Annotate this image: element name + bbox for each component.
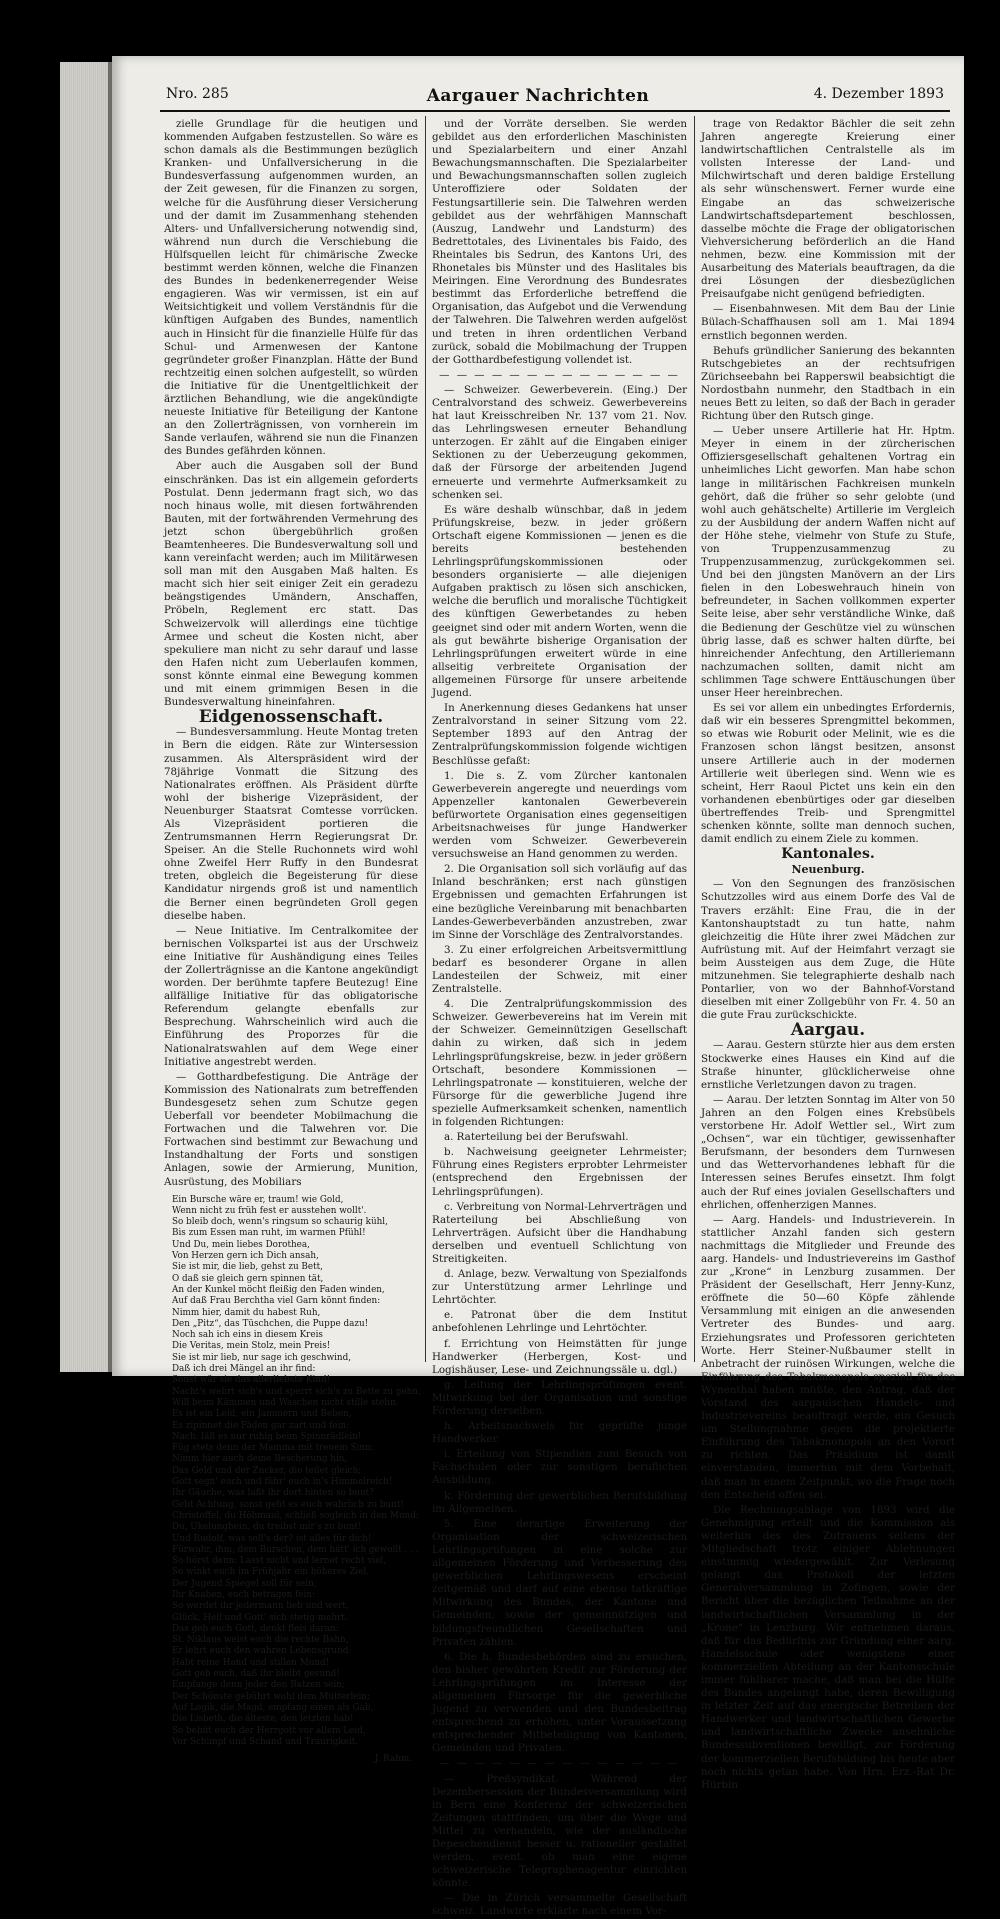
poem-line: Der Schönste gebührt wohl dem Mütterlein; [172, 1691, 370, 1702]
poem-line: Der Jugend Spiegel soll für sein, [172, 1578, 317, 1589]
poem-line: So bleib doch, wenn's ringsum so schaurig kühl, [172, 1217, 388, 1228]
news-item: — Gotthardbefestigung. Die Anträge der Kommission des Nationalrats zum betreffenden Bundesgesetz sehen zum Schutze gegen Ueberfall vor beendeter Mobilmachung die Fortwachen und die Talwehren vor. Die Fortwachen sind bestimmt zur Bewachung und Instandhaltung der Forts und sonstigen Anlagen, sowie der Armierung, Munition, Ausrüstung, des Mobiliars [164, 1070, 418, 1188]
article-paragraph: Es wäre deshalb wünschbar, daß in jedem Prüfungskreise, bezw. in jeder größern Ortschaft eigene Kommissionen — jenen es die bereits bestehenden Lehrlingsprüfungskommissionen oder besonders organisierte — alle diejenigen Aufgaben praktisch zu lösen sich anschicken, welche die beruflich und moralische Tüchtigkeit des künftigen Gewerbetandes zu heben geeignet sind oder mit andern Worten, wenn die als gut bewährte bisherige Organisation der Lehrlingsprüfungen erweitert würde in eine allseitig verbreitete Organisation der allgemeinen Fürsorge für unsere arbeitende Jugend. [432, 503, 687, 700]
list-item: i. Erteilung von Stipendien zum Besuch von Fachschulen oder zur sonstigen beruflichen Ausbildung. [432, 1448, 687, 1487]
poem-line: Will beim Kämmen und Waschen nicht stille stehn. [172, 1397, 399, 1408]
poem-line: O daß sie gleich gern spinnen tät, [172, 1273, 324, 1284]
section-heading-aargau: Aargau. [790, 1020, 866, 1041]
news-item: — Die in Zürich versammelte Gesellschaft schweiz. Landwirte erklärte nach einem Vor- [432, 1892, 687, 1918]
list-item: c. Verbreitung von Normal-Lehrverträgen und Raterteilung bei Abschließung von Lehrverträgen. Aufsicht über die Handhabung derselben und eventuell Schlichtung von Streitigkeiten. [432, 1200, 687, 1265]
poem-line: Es ist ein Leid, ein Jammern und Beben, [172, 1409, 352, 1420]
news-item: — Eisenbahnwesen. Mit dem Bau der Linie Bülach-Schaffhausen soll am 1. Mai 1894 ernstlich begonnen werden. [701, 303, 955, 342]
poem-line: Fürwahr, ihm, dem Burschen, dem hätt' ich gewollt . . . [172, 1544, 419, 1555]
column-3 [701, 118, 955, 1791]
poem-line: Gott segn' euch und führ' euch in's Himmelreich! [172, 1477, 393, 1488]
list-item: h. Arbeitsnachweis für geprüfte junge Handwerker. [432, 1420, 687, 1446]
poem-line: Daß ich drei Mängel an ihr find: [172, 1364, 316, 1375]
article-paragraph: In Anerkennung dieses Gedankens hat unser Zentralvorstand in seiner Sitzung vom 22. September 1893 auf den Antrag der Zentralprüfungskommission folgende wichtigen Beschlüsse gefaßt: [432, 702, 687, 767]
poem [172, 1194, 421, 1749]
poem-line: Das Geld und der Zucker, die teilet gleich; [172, 1465, 362, 1476]
article-paragraph: 1. Die s. Z. vom Zürcher kantonalen Gewerbeverein angeregte und neuerdings vom Appenzeller kantonalen Gewerbeverein befürwortete Organisation eines gegenseitigen Arbeitsnachweises für junge Handwerker werden vom Schweizer. Gewerbeverein versuchsweise an Hand genommen zu werden. [432, 769, 687, 861]
poem-line: Du, Ukelunghein, du treibst mir's zu bunt! [172, 1522, 362, 1533]
news-item: — Ueber unsere Artillerie hat Hr. Hptm. Meyer in einem in der zürcherischen Offiziersgesellschaft gehaltenen Vortrag ein unheimliches Licht geworfen. Man habe schon lange in militärischen Fachkreisen munkeln gehört, daß die früher so sehr gelobte (und wohl auch gehätschelte) Artillerie im Vergleich zu der Ausbildung der andern Waffen nicht auf der Höhe stehe, vielmehr von Stufe zu Stufe, von Truppenzusammenzug zu Truppenzusammenzug, zurückgekommen sei. Und bei den jüngsten Manövern an der Lirs fielen in den Lobeswehrauch hinein von befreundeter, in Sachen vollkommen experter Seite leise, aber sehr verständliche Winke, daß die Bedienung der Geschütze viel zu wünschen übrig lasse, daß es schwer halten dürfte, bei hinreichender Anfechtung, den Artilleriemann nachzumachen sollten, damit nicht am schlimmen Tage schwere Enttäuschungen über unser Heer hereinbrechen. [701, 425, 955, 700]
article-paragraph: Aber auch die Ausgaben soll der Bund einschränken. Das ist ein allgemein geforderts Postulat. Denn jedermann fragt sich, wo das noch hinaus wolle, mit diesen fortwährenden Bauten, mit der fortwährenden Vermehrung des jetzt schon übergebührlich großen Beamtenheeres. Die Bundesverwaltung soll und kann vereinfacht werden; auch im Militärwesen soll man mit den Ausgaben Maß halten. Es macht sich hier seit einiger Zeit ein geradezu beängstigendes Umändern, Anschaffen, Pröbeln, Reglement erc statt. Das Schweizervolk will allerdings eine tüchtige Armee und scheut die Kosten nicht, aber spekuliere man nicht zu sehr darauf und lasse den Hafen nicht zum Ueberlaufen kommen, sonst könnte einmal eine Bewegung kommen und mit einem grimmigen Besen in die Bundesverwaltung hineinfahren. [164, 460, 418, 709]
news-item: — Aarau. Der letzten Sonntag im Alter von 50 Jahren an den Folgen eines Krebsübels verstorbene Hr. Adolf Wettler sel., Wirt zum „Ochsen“, war ein tüchtiger, gewissenhafter Berufsmann, der besonders dem Turnwesen und das Wettervorhandenes lebhaft für die Interessen seines Berufes einsetzt. Ihm folgt auch der Ruf eines jovialen Gesellschafters und ehrlichen, offenherzigen Mannes. [701, 1093, 955, 1211]
poem-line: Habt reine Hand und stillen Mund! [172, 1657, 330, 1668]
article-paragraph: 6. Die h. Bundesbehörden sind zu ersuchen, den bisher gewährten Kredit zur Förderung der Lehrlingsprüfungen im Interesse der allgemeinen Fürsorge für die gewerbliche Jugend zu verwenden und den Bundesbeitrag entsprechend zu erhöhen, unter Voraussetzung entsprechender Mitbeteiligung von Kantonen, Gemeinden und Privaten. [432, 1650, 687, 1755]
newspaper-page [112, 56, 964, 1918]
poem-line: Er lehrt euch den wahren Lebensgrund: [172, 1646, 352, 1657]
list-item: a. Raterteilung bei der Berufswahl. [444, 1131, 629, 1144]
poem-line: Vor Schimpf und Schand und Traurigkeit. [172, 1736, 359, 1747]
poem-line: So hörst denn: Lasst nicht und lernet recht viel, [172, 1556, 387, 1567]
poem-line: Noch sah ich eins in diesem Kreis [172, 1330, 323, 1341]
news-item: — Bundesversammlung. Heute Montag treten in Bern die eidgen. Räte zur Wintersession zusammen. Als Alterspräsident wird der 78jährige Vonmatt die Sitzung des Nationalrates eröffnen. Als Präsident dürfte wohl der bisherige Vizepräsident, der Neuenburger Staatsrat Comtesse vorrücken. Als Vizepräsident portieren die Zentrumsmannen Herrn Regierungsrat Dr. Speiser. An die Stelle Ruchonnets wird wohl ohne Zweifel Herr Ruffy in den Bundesrat treten, obgleich die Begeisterung für diese Kandidatur nirgends groß ist und namentlich die Berner einen begründeten Groll gegen dieselbe haben. [164, 726, 418, 922]
news-item: — Von den Segnungen des französischen Schutzzolles wird aus einem Dorfe des Val de Travers erzählt: Eine Frau, die in der Kantonshauptstadt zu tun hatte, nahm gleichzeitig die Hüte ihrer zwei Mädchen zur Aufrüstung mit. Auf der Heimfahrt verzagt sie beim Aussteigen aus dem Zuge, die Hüte mitzunehmen. Sie telegraphierte deshalb nach Pontarlier, von wo der Bahnhof-Vorstand dieselben mit einer Zollgebühr von Fr. 4. 50 an die gute Frau zurückschickte. [701, 878, 955, 1022]
poem-line: So winkt euch im Frühjahr ein höheres Ziel. [172, 1567, 370, 1578]
poem-line: St. Niklaus weist euch die rechte Bahn, [172, 1635, 349, 1646]
article-paragraph: Es sei vor allem ein unbedingtes Erfordernis, daß wir ein besseres Sprengmittel bekommen, so etwas wie Roburit oder Melinit, wie es die Franzosen schon längst besitzen, ansonst unsere Artillerie auch in der modernen Artillerie weit überlegen sind. Wenn wie es scheint, Herr Raoul Pictet uns kein ein den vorhandenen ebenbürtiges oder gar dieselben übertreffendes Treib- und Sprengmittel schenken könnte, sollte man dennoch suchen, damit endlich zu einem Ziele zu kommen. [701, 702, 955, 846]
masthead-title: Aargauer Nachrichten [426, 86, 650, 106]
column-divider [694, 116, 695, 1362]
poem-line: Gott geb euch, daß ihr bleibt gesund! [172, 1669, 340, 1680]
poem-author: J. Rahm. [374, 1754, 412, 1765]
poem-line: Auf Logik, die Magd, empfang einen als Gab, [172, 1702, 374, 1713]
poem-line: Von Herzen gern ich Dich ansah, [172, 1251, 319, 1262]
poem-line: Christoffel, du Höhmaul, schließ sogleich in den Mund: [172, 1510, 419, 1521]
poem-line: Die Lisbeth, die älteste, den letzten hab! [172, 1714, 354, 1725]
news-item: — Schweizer. Gewerbeverein. (Eing.) Der Centralvorstand des schweiz. Gewerbevereins hat laut Kreisschreiben Nr. 137 vom 21. Nov. das Lehrlingswesen erneuter Behandlung unterzogen. Er zählt auf die Eingaben einiger Sektionen zu der Ueberzeugung gekommen, daß der Fürsorge der arbeitenden Jugend erneuerte und vermehrte Aufmerksamkeit zu schenken sei. [432, 383, 687, 501]
issue-date: 4. Dezember 1893 [813, 86, 944, 102]
list-item: e. Patronat über die dem Institut anbefohlenen Lehrlinge und Lehrtöchter. [432, 1309, 687, 1335]
header-rule [160, 110, 950, 112]
article-paragraph: 3. Zu einer erfolgreichen Arbeitsvermittlung bedarf es besonderer Organe in allen Landesteilen der Schweiz, mit einer Zentralstelle. [432, 943, 687, 996]
poem-line: Sie ist mir lieb, nur sage ich geschwind, [172, 1352, 352, 1363]
poem-line: Sonst wär sie das allerliebste Kind! [172, 1375, 331, 1386]
news-item: — Aarg. Handels- und Industrieverein. In stattlicher Anzahl fanden sich gestern nachmittags die Mitglieder und Freunde des aarg. Handels- und Industrievereins im Gasthof zur „Krone“ in Lenzburg zusammen. Der Präsident der Gesellschaft, Herr Jenny-Kunz, eröffnete die 50—60 Köpfe zählende Versammlung mit einigen an die anwesenden Vertreter des Bundes- und aarg. Erziehungsrates und Professoren gerichteten Worte. Herr Steiner-Nußbaumer stellt in Anbetracht der ruinösen Wirkungen, welche die Einführung des Tabakmonopols speziell für das Wynenthal haben müßte, den Antrag, daß der Vorstand des aargauischen Handels- und Industrievereins beauftragt werde, ein Gesuch um Stellungnahme gegen die projektierte Einführung des Tabakmonopols an den Vorort zu richten. Das Präsidium ist damit einverstanden, immerhin mit dem Vorbehalt, daß man in einem Zeitpunkt, wo die Frage noch den Entscheid offen sei. [701, 1213, 955, 1501]
poem-line: Glück, Heil und Gott' sich stetig mehrt. [172, 1612, 348, 1623]
poem-line: Sie ist mir, die lieb, gehst zu Bett, [172, 1262, 323, 1273]
column-divider [425, 116, 426, 1362]
poem-line: So behüt euch der Herrgott vor allem Leid, [172, 1725, 366, 1736]
poem-line: Auf daß Frau Berchtha viel Garn könnt finden: [172, 1296, 381, 1307]
column-2 [432, 118, 687, 1918]
poem-line: Das geb euch Gott, denkt fleis daran: [172, 1623, 339, 1634]
list-item: f. Errichtung von Heimstätten für junge Handwerker (Herbergen, Kost- und Logishäuser, Lese- und Zeichnungssäle u. dgl.) [432, 1337, 687, 1376]
poem-line: Nacht's wehrt sich's und sperrt sich's zu Bette zu gehn, [172, 1386, 421, 1397]
book-page-edges [60, 62, 112, 1372]
poem-line: Den „Pitz“, das Tüschchen, die Puppe dazu! [172, 1318, 369, 1329]
article-paragraph: Behufs gründlicher Sanierung des bekannten Rutschgebietes an der rechtsufrigen Zürichseebahn bei Rapperswil beabsichtigt die Nordostbahn nunmehr, den Stadtbach in ein neues Bett zu leiten, so daß der Bach in gerader Richtung über den Rutsch ginge. [701, 344, 955, 423]
list-item: k. Förderung der gewerblichen Berufsbildung im Allgemeinen. [432, 1489, 687, 1515]
poem-line: Gebt Achtung, sonst geht es euch wahrlich zu bunt! [172, 1499, 404, 1510]
article-paragraph: Die Rechnungsablage von 1893 wird die Genehmigung erteilt und die Kommission als weiterhin des des Zutrauens seitens der Mitgliedschaft trotz einiger Ablehnungen einstimmig wiedergewählt. Zur Verlesung gelangt das Protokoll der letzten Generalversammlung in Zofingen, sowie der Bericht über die bezüglichen Teilnahme an der landwirtschaftlichen Versammlung in der „Krone“ in Lenzburg. Wir entnehmen daraus, daß für das Bedürfnis zur Gründung einer aarg. Handelsschule oder wenigstens einer kommerziellen Abteilung an der Kantonsschule immer fühlbarer mache, daß man bei die Hülfe des Bundes angelangt habe, deren Bewilligung in letzter Zeit auf das energische Betreiben der Handwerker und landwirtschaftlichen Gewerbe und landwirtschaftliche Zwecke ansehnliche Bundessubventionen bewilligt, zur Förderung der kommerziellen Berufsbildung bis heute aber noch nichts getan habe. Von Hrn. Erz.-Rat Dr. Hürbin [701, 1503, 955, 1791]
list-item: d. Anlage, bezw. Verwaltung von Spezialfonds zur Unterstützung armer Lehrlinge und Lehrtöchter. [432, 1268, 687, 1307]
issue-number: Nro. 285 [166, 86, 229, 102]
list-item: b. Nachweisung geeigneter Lehrmeister; Führung eines Registers erprobter Lehrmeister (entsprechend den Ergebnissen der Lehrlingsprüfungen). [432, 1146, 687, 1198]
article-paragraph: 2. Die Organisation soll sich vorläufig auf das Inland beschränken; erst nach günstigen Ergebnissen und gemachten Erfahrungen ist eine bezügliche Vereinbarung mit benachbarten Landes-Gewerbeverbänden anzustreben, zwar im Sinne der Vorschläge des Zentralvorstandes. [432, 863, 687, 941]
poem-line: Bis zum Essen man ruht, im warmen Pfühl! [172, 1228, 366, 1239]
section-heading-eidgenossenschaft: Eidgenossenschaft. [198, 707, 384, 728]
list-item: g. Leitung der Lehrlingsprüfungen event. Mitwirkung bei der Organisation und sonstige Förderung derselben. [432, 1378, 687, 1417]
separator-line: — — — — — — — — — — — — — — [439, 1757, 680, 1770]
poem-line: Wenn nicht zu früh fest er ausstehen wollt'. [172, 1205, 367, 1216]
poem-line: Es zipinnet die Fäden gar zart und fein: [172, 1420, 349, 1431]
article-paragraph: trage von Redaktor Bächler die seit zehn Jahren angeregte Kreierung einer landwirtschaftlichen Centralstelle als im vollsten Interesse der Land- und Milchwirtschaft und deren baldige Erstellung als sehr wünschenswert. Ferner wurde eine Eingabe an das schweizerische Landwirtschaftsdepartement beschlossen, dasselbe möchte die Frage der obligatorischen Viehversicherung beförderlich an die Hand nehmen, bezw. eine Kommission mit der Ausarbeitung des Materials beauftragen, da die drei Lösungen der diesbezüglichen Preisaufgabe nicht genügend befriedigten. [701, 118, 955, 301]
poem-line: Ihr Gäuche, was laßt ihr dort hinten so bunt? [172, 1488, 374, 1499]
news-item: — Preßsyndikat. Während der Dezembersession der Bundesversammlung wird in Bern eine Konferenz der schweizerischen Zeitungen stattfinden, um über die Wege und Mittel zu verhandeln, wie der ausländische Depeschendienst besser u. rationeller gestaltet werden, event. ob man eine eigene schweizerische Telegraphenagentur einrichten könnte. [432, 1772, 687, 1890]
poem-line: Nimm hier auch deine Bescherung hin, [172, 1454, 348, 1465]
poem-line: Empfange denn jeder den Batzen sein; [172, 1680, 345, 1691]
poem-line: Nimm hier, damit du habest Ruh, [172, 1307, 321, 1318]
article-paragraph: zielle Grundlage für die heutigen und kommenden Aufgaben festzustellen. So wäre es schon damals als die Bestimmungen bezüglich Kranken- und Unfallversicherung in die Bundesverfassung aufgenommen wurden, an der Zeit gewesen, für die Finanzen zu sorgen, welche für die Ausführung dieser Versicherung und der damit im Zusammenhang stehenden Alters- und Unfallversicherung notwendig sind, während nun durch die Verschiebung die Hülfsquellen leicht für chimärische Zwecke bestimmt werden können, welche die Finanzen des Bundes in bedenkenerregender Weise engagieren. Was wir vermissen, ist ein auf Weitsichtigkeit und vollem Verständnis für die künftigen Aufgaben des Bundes, namentlich auch in Hinsicht für die finanzielle Hülfe für das Schul- und Armenwesen der Kantone gegründeter großer Finanzplan. Hätte der Bund rechtzeitig einen solchen aufgestellt, so würden die Initiative für die Unentgeltlichkeit der ärztlichen Behandlung, wie die angekündigte neueste Initiative für Beteiligung der Kantone an den Zollerträgnissen, von vornherein im Sande verlaufen, während sie nun die Finanzen des Bundes gefährden können. [164, 118, 418, 458]
poem-line: Und Du, mein liebes Dorothea, [172, 1239, 310, 1250]
poem-line: Ihr Knaben, euch betragen fein: [172, 1589, 316, 1600]
poem-line: So werdet ihr jedermann lieb und wert, [172, 1601, 349, 1612]
article-paragraph: 5. Eine derartige Erweiterung der Organisation der schweizerischen Lehrlingsprüfungen in eine solche zur allgemeinen Förderung und Verbesserung des gewerblichen Lehrlingswesens erscheint zeitgemäß und darf auf eine ebenso tatkräftige Mitwirkung des Bundes, der Kantone und Gemeinden, sowie der gemeinnützigen und bildungsfreundlichen Gesellschaften und Privaten zählen. [432, 1517, 687, 1648]
section-heading-kantonales: Kantonales. [781, 846, 875, 863]
article-paragraph: und der Vorräte derselben. Sie werden gebildet aus den erforderlichen Maschinisten und Spezialarbeitern und einer Anzahl Bewachungsmannschaften. Die Spezialarbeiter und Bewachungsmannschaften sollen zugleich Unteroffiziere oder Soldaten der Festungsartillerie sein. Die Talwehren werden gebildet aus der wehrfähigen Mannschaft (Auszug, Landwehr und Landsturm) des Bedrettotales, des Livinentales bis Faido, des Rheintales bis Sedrun, des Kantons Uri, des Rhonetales bis Münster und des Haslitales bis Meiringen. Eine Verordnung des Bundesrates bestimmt das Erforderliche betreffend die Organisation, das Aufgebot und die Verwendung der Talwehren. Die Talwehren werden aufgelöst und treten in ihren ordentlichen Verband zurück, sobald die Mobilmachung der Truppen der Gotthardbefestigung vollendet ist. [432, 118, 687, 366]
news-item: — Aarau. Gestern stürzte hier aus dem ersten Stockwerke eines Hauses ein Kind auf die Straße hinunter, glücklicherweise ohne ernstliche Verletzungen davon zu tragen. [701, 1039, 955, 1091]
article-paragraph: 4. Die Zentralprüfungskommission des Schweizer. Gewerbevereins hat im Verein mit der Schweizer. Gemeinnützigen Gesellschaft dahin zu wirken, daß sich in jedem Lehrlingsprüfungskreise, bezw. in jeder größern Ortschaft, besondere Kommissionen — Lehrlingspatronate — konstituieren, welche der Fürsorge für die gewerbliche Jugend ihre spezielle Aufmerksamkeit schenken, namentlich in folgenden Richtungen: [432, 998, 687, 1129]
poem-line: Und Rudolf, was soll's der? ist alles für dich! [172, 1533, 372, 1544]
poem-line: Die Veritas, mein Stolz, mein Preis! [172, 1341, 331, 1352]
poem-line: An der Kunkel möcht fleißig den Faden winden, [172, 1284, 385, 1295]
subsection-heading-neuenburg: Neuenburg. [791, 863, 865, 877]
poem-line: Ein Bursche wäre er, traum! wie Gold, [172, 1194, 344, 1205]
column-1 [164, 118, 421, 1765]
separator-line: — — — — — — — — — — — — — — [439, 368, 680, 381]
news-item: — Neue Initiative. Im Centralkomitee der bernischen Volkspartei ist aus der Urschweiz eine Initiative für Aushändigung eines Teiles der Zollerträgnisse an die Kantone angekündigt worden. Der berühmte tapfere Beutezug! Eine allfällige Initiative für das obligatorische Referendum gelangte ebenfalls zur Besprechung. Wahrscheinlich wird auch die Einführung des Proporzes für die Nationalratswahlen auf dem Wege einer Initiative angestrebt werden. [164, 924, 418, 1068]
poem-line: Füg stets denn der Mamma mit treuem Sinn; [172, 1443, 374, 1454]
poem-line: Nach: läß es nur ruhig beim Spinnrädlein! [172, 1431, 362, 1442]
